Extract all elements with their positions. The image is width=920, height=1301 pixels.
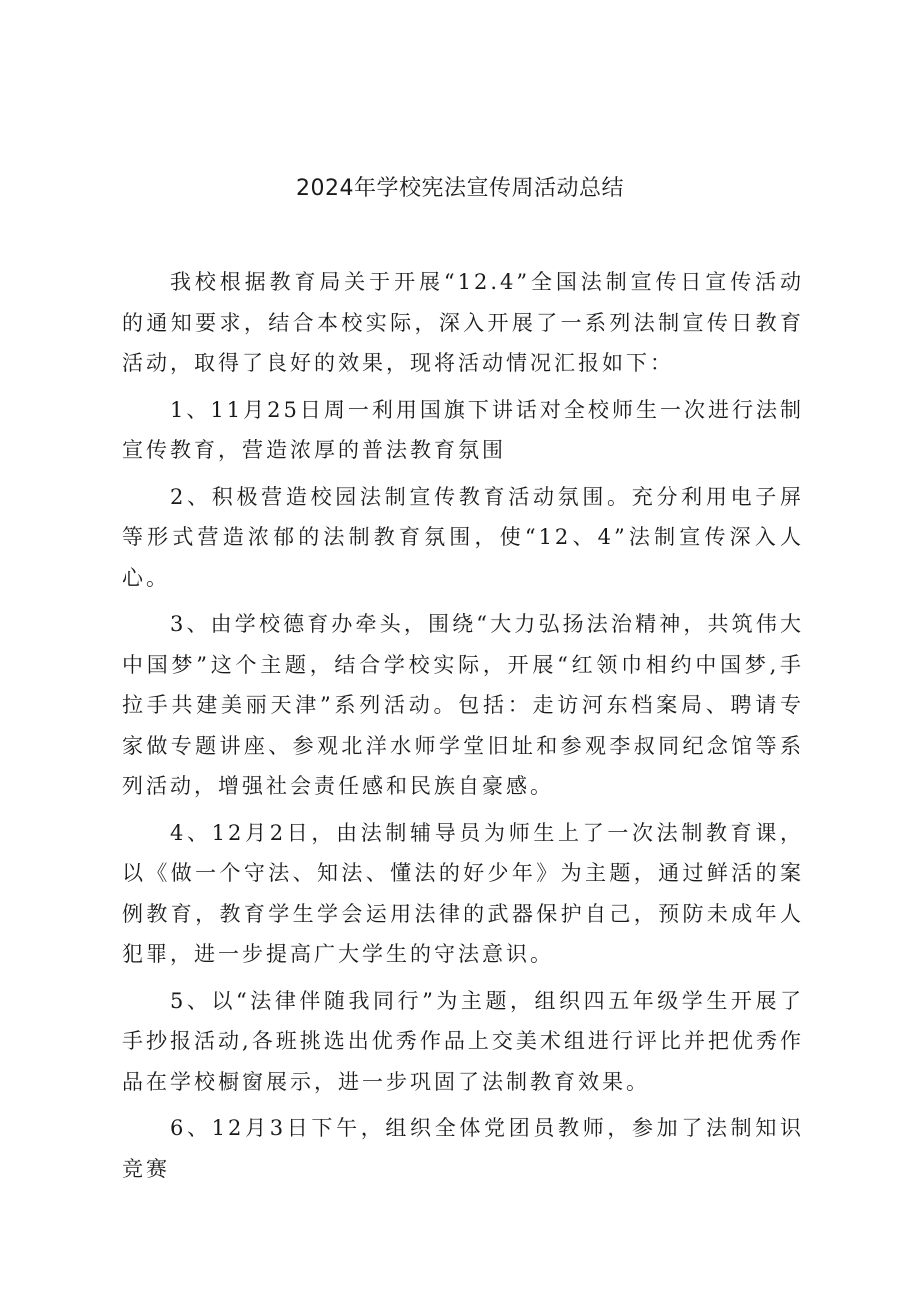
paragraph-item-4: 4、12月2日，由法制辅导员为师生上了一次法制教育课，以《做一个守法、知法、懂法的好少年》为主题，通过鲜活的案例教育，教育学生学会运用法律的武器保护自己，预防未成年人犯罪，进一步提高广大学生的守法意识。: [122, 820, 804, 966]
paragraph-item-5: 5、以“法律伴随我同行”为主题，组织四五年级学生开展了手抄报活动,各班挑选出优秀作品上交美术组进行评比并把优秀作品在学校橱窗展示，进一步巩固了法制教育效果。: [122, 988, 804, 1094]
paragraph-intro: 我校根据教育局关于开展“12.4”全国法制宣传日宣传活动的通知要求，结合本校实际，深入开展了一系列法制宣传日教育活动，取得了良好的效果，现将活动情况汇报如下：: [122, 270, 804, 375]
paragraph-item-6: 6、12月3日下午，组织全体党团员教师，参加了法制知识竞赛: [122, 1116, 804, 1181]
document-title: 2024年学校宪法宣传周活动总结: [296, 176, 624, 201]
paragraph-item-1: 1、11月25日周一利用国旗下讲话对全校师生一次进行法制宣传教育，营造浓厚的普法教育氛围: [122, 397, 804, 462]
paragraph-item-2: 2、积极营造校园法制宣传教育活动氛围。充分利用电子屏等形式营造浓郁的法制教育氛围，使“12、4”法制宣传深入人心。: [122, 484, 804, 590]
paragraph-item-3: 3、由学校德育办牵头，围绕“大力弘扬法治精神，共筑伟大中国梦”这个主题，结合学校实际，开展“红领巾相约中国梦,手拉手共建美丽天津”系列活动。包括：走访河东档案局、聘请专家做专题讲座、参观北洋水师学堂旧址和参观李叔同纪念馆等系列活动，增强社会责任感和民族自豪感。: [122, 612, 804, 798]
document-body: [122, 262, 804, 1189]
